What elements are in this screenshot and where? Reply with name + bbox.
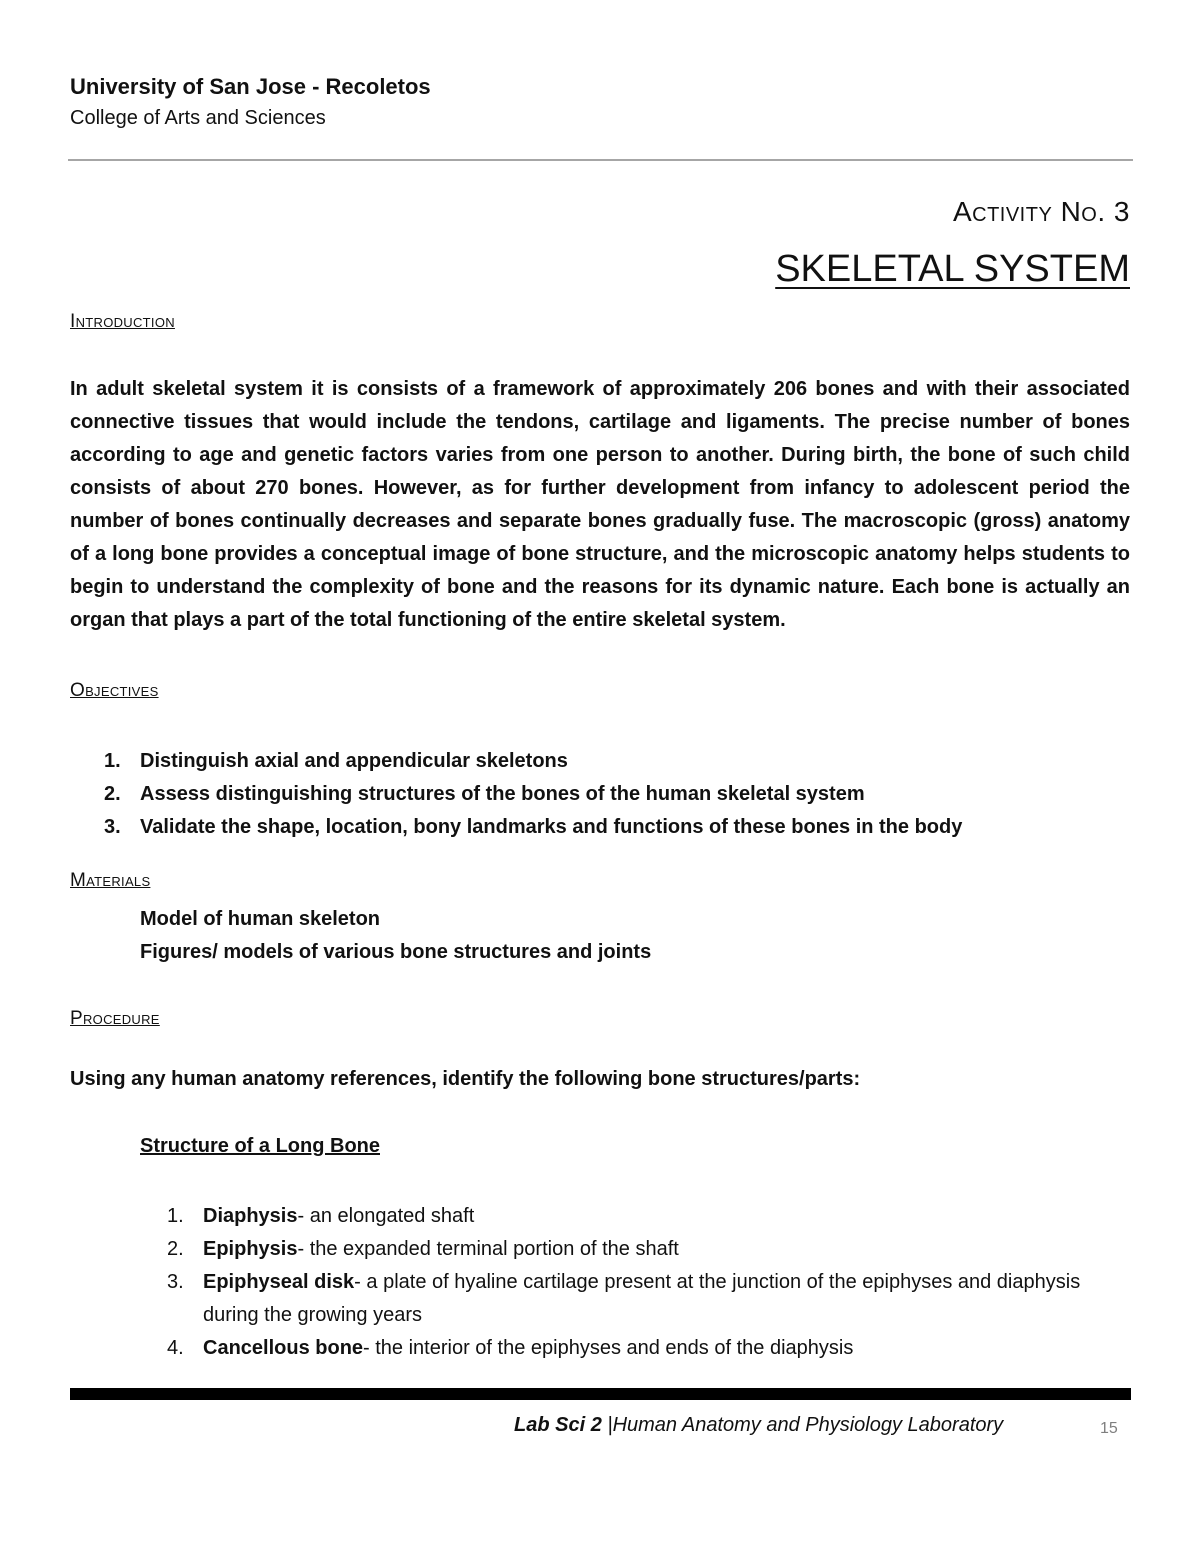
college-name: College of Arts and Sciences [70, 107, 326, 129]
item-text: Assess distinguishing structures of the bones of the human skeletal system [140, 783, 865, 805]
item-number: 1. [104, 750, 121, 772]
list-item [167, 1200, 1132, 1233]
list-item [104, 778, 1104, 811]
item-number: 3. [167, 1271, 184, 1293]
footer-course [514, 1414, 1003, 1437]
item-number: 2. [167, 1238, 184, 1260]
item-term: Diaphysis [203, 1205, 298, 1227]
item-term: Epiphyseal disk [203, 1271, 355, 1293]
item-number: 2. [104, 783, 121, 805]
item-number: 1. [167, 1205, 184, 1227]
item-term: Cancellous bone [203, 1337, 364, 1359]
item-description: - an elongated shaft [297, 1205, 475, 1227]
procedure-heading: Procedure [70, 1008, 160, 1029]
item-description: - the expanded terminal portion of the shaft [297, 1238, 679, 1260]
item-description: - a plate of hyaline cartilage present at the junction of the epiphyses and diaphysis during the growing years [203, 1271, 1081, 1326]
long-bone-subheading: Structure of a Long Bone [140, 1135, 380, 1157]
list-item [167, 1233, 1132, 1266]
course-title: |Human Anatomy and Physiology Laboratory [607, 1414, 1004, 1436]
material-item: Figures/ models of various bone structures and joints [140, 941, 652, 963]
list-item [167, 1332, 1132, 1365]
objectives-heading: Objectives [70, 680, 159, 701]
list-item [167, 1266, 1132, 1332]
item-text: Validate the shape, location, bony landmarks and functions of these bones in the body [140, 816, 963, 838]
page-number: 15 [1100, 1420, 1118, 1437]
course-code: Lab Sci 2 [514, 1414, 602, 1436]
university-name: University of San Jose - Recoletos [70, 74, 431, 99]
item-text: Distinguish axial and appendicular skeletons [140, 750, 568, 772]
material-item: Model of human skeleton [140, 908, 381, 930]
introduction-heading: Introduction [70, 311, 175, 332]
bone-structure-list [167, 1200, 1132, 1365]
page-title: SKELETAL SYSTEM [775, 248, 1130, 290]
item-number: 4. [167, 1337, 184, 1359]
header-divider [68, 159, 1133, 161]
footer-divider [70, 1388, 1131, 1400]
materials-list [140, 903, 651, 969]
activity-label: Activity No. 3 [952, 196, 1130, 227]
item-term: Epiphysis [203, 1238, 298, 1260]
list-item [104, 811, 1104, 844]
materials-heading: Materials [70, 870, 151, 891]
objectives-list [104, 745, 1104, 844]
item-number: 3. [104, 816, 121, 838]
procedure-instruction: Using any human anatomy references, identify the following bone structures/parts: [70, 1068, 861, 1090]
item-description: - the interior of the epiphyses and ends of the diaphysis [363, 1337, 854, 1359]
introduction-paragraph: In adult skeletal system it is consists of a framework of approximately 206 bones and with their associated connective tissues that would include the tendons, cartilage and ligaments. The precise number of bones according to age and genetic factors varies from one person to another. During birth, the bone of such child consists of about 270 bones. However, as for further development from infancy to adolescent period the number of bones continually decreases and separate bones gradually fuse. The macroscopic (gross) anatomy of a long bone provides a conceptual image of bone structure, and the microscopic anatomy helps students to begin to understand the complexity of bone and the reasons for its dynamic nature. Each bone is actually an organ that plays a part of the total functioning of the entire skeletal system. [70, 378, 1130, 631]
list-item [104, 745, 1104, 778]
